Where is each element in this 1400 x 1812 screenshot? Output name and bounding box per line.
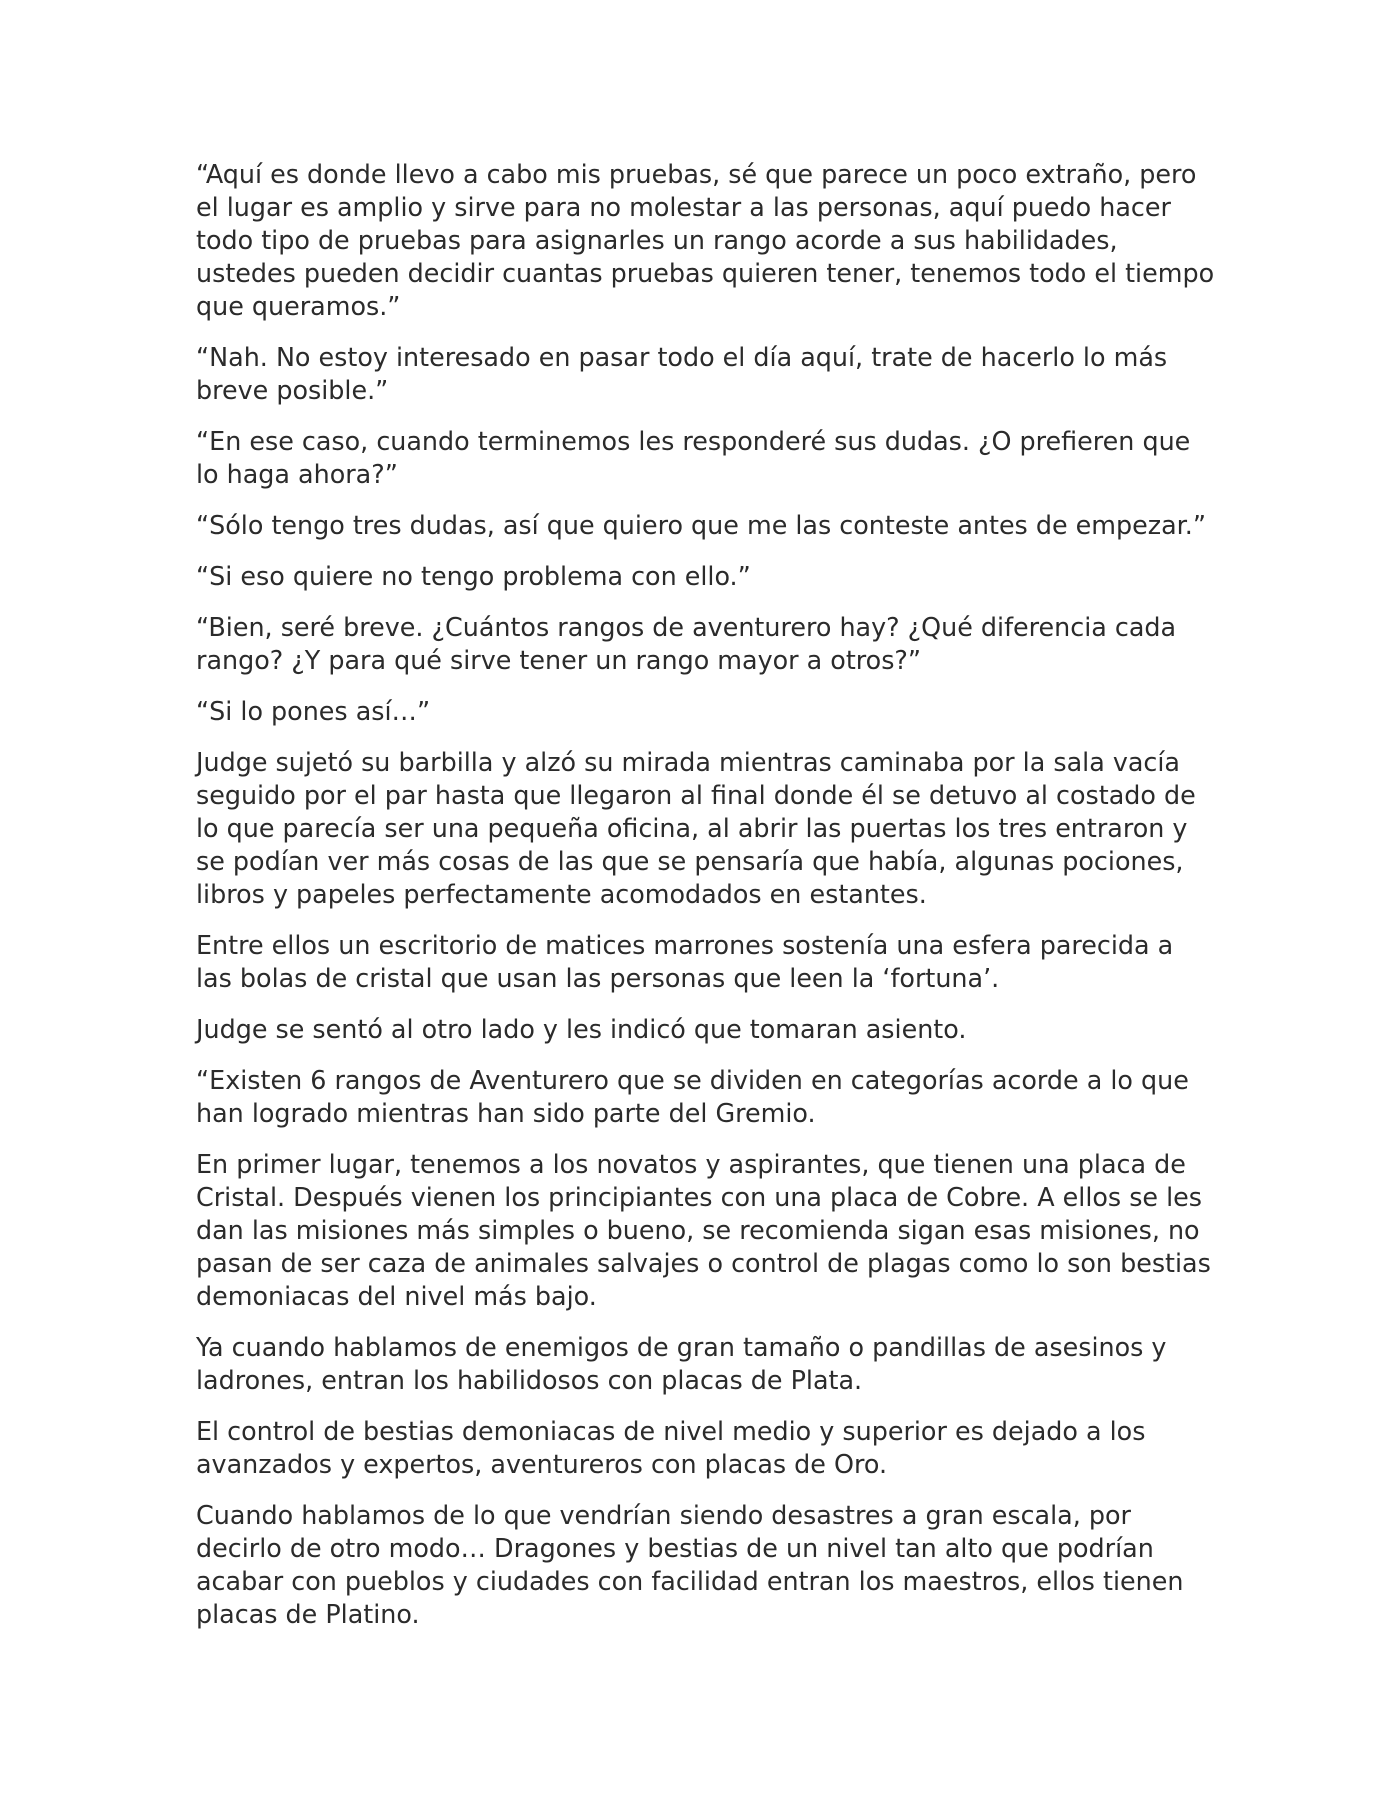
paragraph: “Nah. No estoy interesado en pasar todo el día aquí, trate de hacerlo lo más breve posible.”	[196, 342, 1168, 405]
paragraph: El control de bestias demoniacas de nivel medio y superior es dejado a los avanzados y expertos, aventureros con placas de Oro.	[196, 1416, 1146, 1479]
paragraph: “En ese caso, cuando terminemos les responderé sus dudas. ¿O prefieren que lo haga ahora?”	[196, 426, 1191, 489]
paragraph: Ya cuando hablamos de enemigos de gran tamaño o pandillas de asesinos y ladrones, entran los habilidosos con placas de Plata.	[196, 1332, 1167, 1395]
body-text	[196, 158, 1216, 1649]
paragraph: “Sólo tengo tres dudas, así que quiero que me las conteste antes de empezar.”	[196, 510, 1206, 540]
paragraph: Judge se sentó al otro lado y les indicó que tomaran asiento.	[196, 1014, 967, 1044]
paragraph: Entre ellos un escritorio de matices marrones sostenía una esfera parecida a las bolas de cristal que usan las personas que leen la ‘fortuna’.	[196, 930, 1174, 993]
paragraph: “Si lo pones así…”	[196, 696, 431, 726]
paragraph: “Aquí es donde llevo a cabo mis pruebas, sé que parece un poco extraño, pero el lugar es amplio y sirve para no molestar a las personas, aquí puedo hacer todo tipo de pruebas para asignarles un rango acorde a sus habilidades, ustedes pueden decidir cuantas pruebas quieren tener, tenemos todo el tiempo que queramos.”	[196, 159, 1215, 321]
paragraph: “Existen 6 rangos de Aventurero que se dividen en categorías acorde a lo que han logrado mientras han sido parte del Gremio.	[196, 1065, 1189, 1128]
paragraph: Judge sujetó su barbilla y alzó su mirada mientras caminaba por la sala vacía seguido por el par hasta que llegaron al final donde él se detuvo al costado de lo que parecía ser una pequeña oficina, al abrir las puertas los tres entraron y se podían ver más cosas de las que se pensaría que había, algunas pociones, libros y papeles perfectamente acomodados en estantes.	[196, 747, 1196, 909]
paragraph: “Bien, seré breve. ¿Cuántos rangos de aventurero hay? ¿Qué diferencia cada rango? ¿Y para qué sirve tener un rango mayor a otros?”	[196, 612, 1177, 675]
paragraph: En primer lugar, tenemos a los novatos y aspirantes, que tienen una placa de Cristal. Después vienen los principiantes con una placa de Cobre. A ellos se les dan las misiones más simples o bueno, se recomienda sigan esas misiones, no pasan de ser caza de animales salvajes o control de plagas como lo son bestias demoniacas del nivel más bajo.	[196, 1149, 1211, 1311]
paragraph: “Si eso quiere no tengo problema con ello.”	[196, 561, 751, 591]
paragraph: Cuando hablamos de lo que vendrían siendo desastres a gran escala, por decirlo de otro modo… Dragones y bestias de un nivel tan alto que podrían acabar con pueblos y ciudades con facilidad entran los maestros, ellos tienen placas de Platino.	[196, 1500, 1184, 1629]
